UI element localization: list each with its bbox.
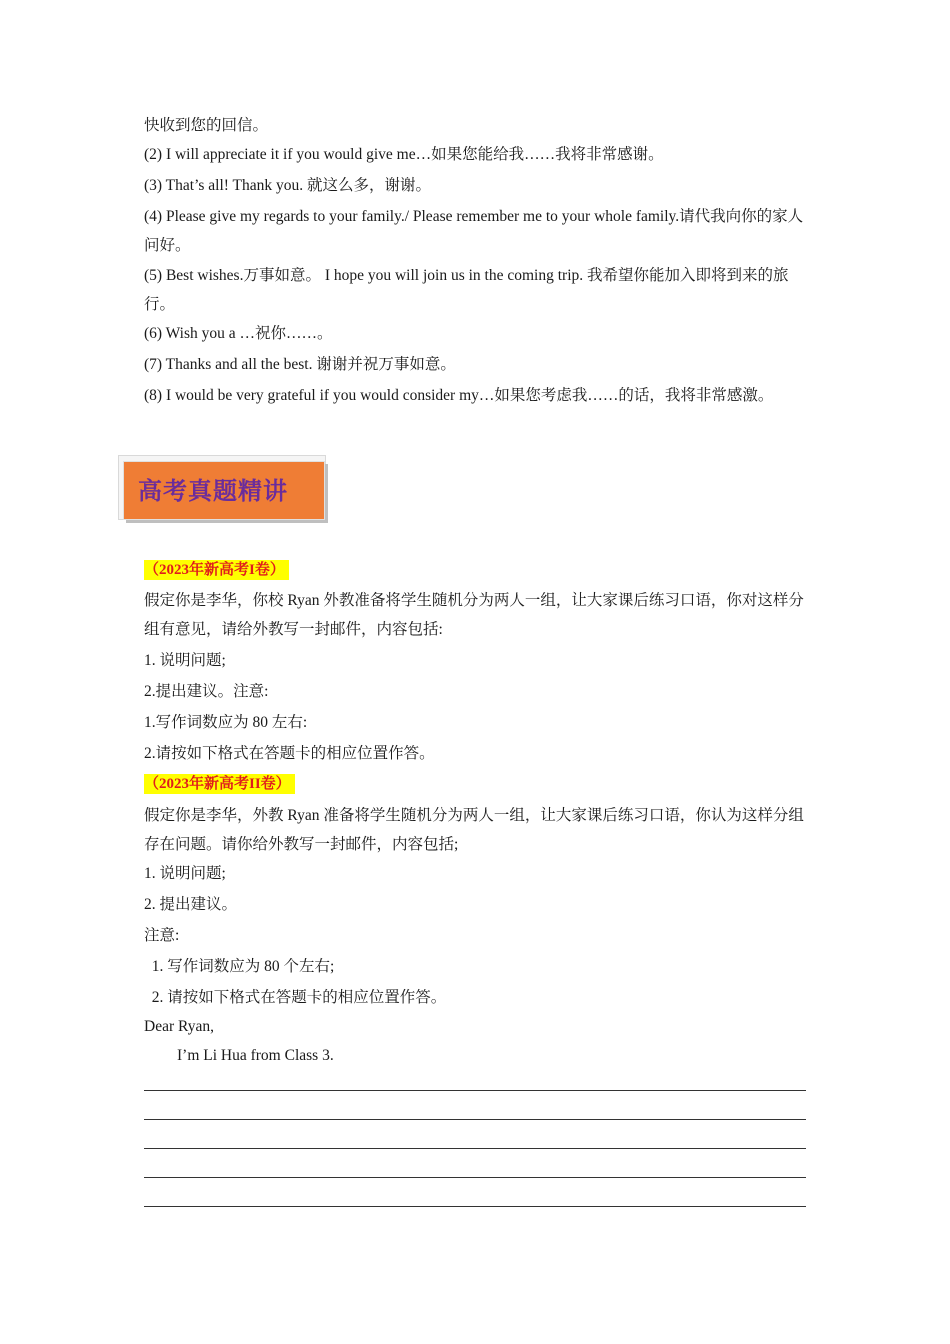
exam1-point: 2.请按如下格式在答题卡的相应位置作答。 <box>144 745 435 762</box>
answer-line <box>144 1119 806 1120</box>
text-line: (2) I will appreciate it if you would give me…如果您能给我……我将非常感谢。 <box>144 146 664 163</box>
section-title: 高考真题精讲 <box>138 477 288 505</box>
section-heading-box <box>123 461 325 520</box>
text-line: 快收到您的回信。 <box>144 117 269 134</box>
exam2-point: 2. 请按如下格式在答题卡的相应位置作答。 <box>144 989 447 1006</box>
exam2-point: 2. 提出建议。 <box>144 896 238 913</box>
answer-line <box>144 1148 806 1149</box>
exam-tag-1: （2023年新高考I卷） <box>144 560 289 580</box>
exam1-prompt: 假定你是李华，你校 Ryan 外教准备将学生随机分为两人一组，让大家课后练习口语，你对这样分组有意见，请给外教写一封邮件，内容包括: <box>144 592 804 638</box>
answer-line <box>144 1177 806 1178</box>
exam2-prompt: 假定你是李华，外教 Ryan 准备将学生随机分为两人一组，让大家课后练习口语，你认为这样分组存在问题。请你给外教写一封邮件，内容包括; <box>144 807 804 853</box>
answer-line <box>144 1206 806 1207</box>
phrase-item-4: (4) Please give my regards to your family./ Please remember me to your whole family.请代我向你的家人问好。 <box>144 208 804 254</box>
answer-line <box>144 1090 806 1091</box>
letter-greeting: Dear Ryan, <box>144 1018 214 1035</box>
exam1-point: 1. 说明问题; <box>144 652 226 669</box>
phrase-item-7: (7) Thanks and all the best. 谢谢并祝万事如意。 <box>144 356 456 373</box>
exam1-point: 1.写作词数应为 80 左右: <box>144 714 308 731</box>
phrase-item-5: (5) Best wishes.万事如意。 I hope you will join us in the coming trip. 我希望你能加入即将到来的旅行。 <box>144 267 789 313</box>
exam2-point: 1. 写作词数应为 80 个左右; <box>144 958 335 975</box>
letter-opening: I’m Li Hua from Class 3. <box>177 1047 334 1064</box>
phrase-item-8: (8) I would be very grateful if you would consider my…如果您考虑我……的话，我将非常感激。 <box>144 387 774 404</box>
exam1-point: 2.提出建议。注意: <box>144 683 269 700</box>
phrase-item-6: (6) Wish you a …祝你……。 <box>144 325 333 342</box>
exam-tag-2: （2023年新高考II卷） <box>144 774 295 794</box>
section-heading-badge <box>118 455 326 520</box>
exam2-point: 注意: <box>144 927 180 944</box>
exam2-point: 1. 说明问题; <box>144 865 226 882</box>
text-line: (3) That’s all! Thank you. 就这么多，谢谢。 <box>144 177 432 194</box>
